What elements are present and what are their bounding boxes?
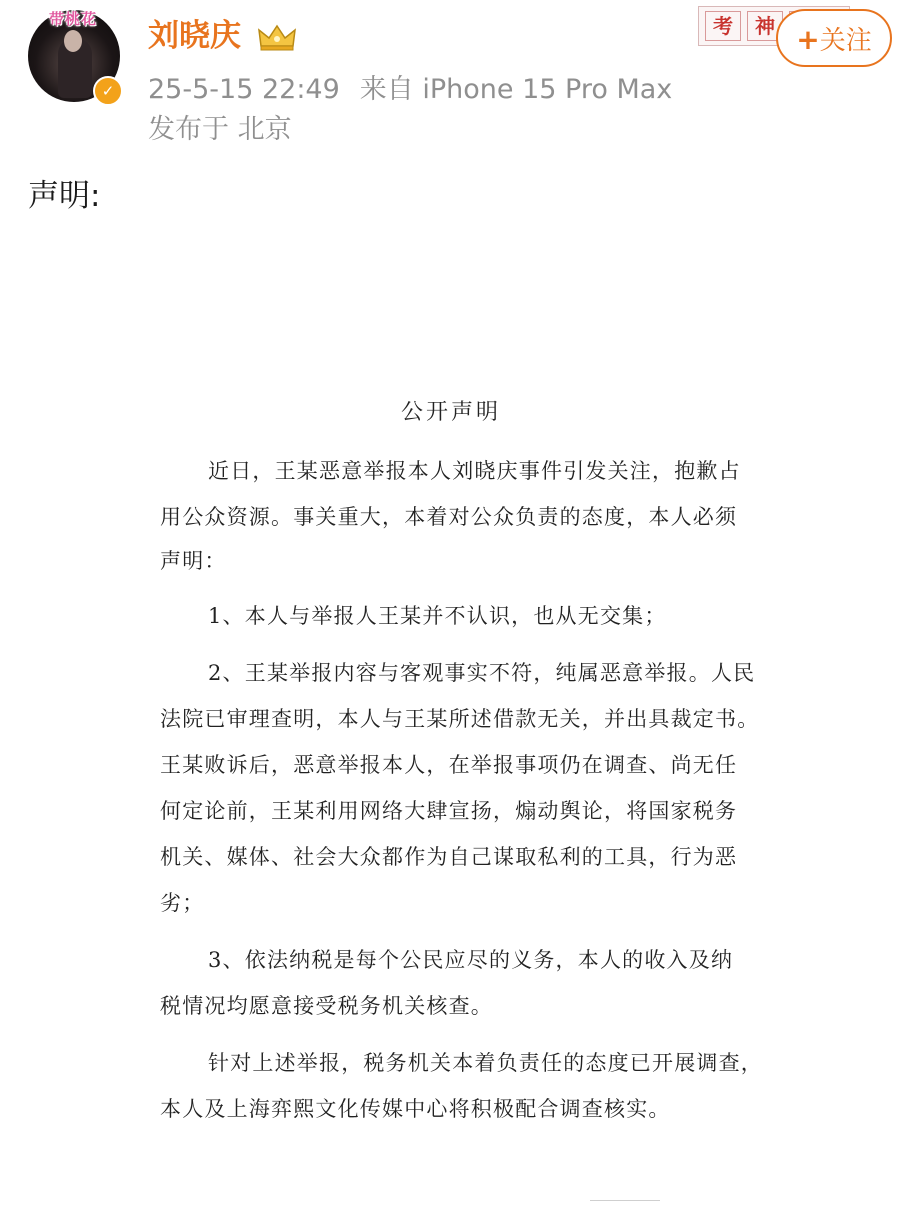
post-timestamp: 25-5-15 22:49: [148, 74, 340, 105]
statement-line: 劣；: [160, 891, 205, 915]
statement-line: 本人及上海弈熙文化传媒中心将积极配合调查核实。: [160, 1097, 671, 1121]
statement-line: 何定论前，王某利用网络大肆宣扬，煽动舆论，将国家税务: [160, 799, 738, 823]
statement-line: 税情况均愿意接受税务机关核查。: [160, 994, 493, 1018]
statement-line: 王某败诉后，恶意举报本人，在举报事项仍在调查、尚无任: [160, 753, 738, 777]
stamp-char-2: 神: [747, 11, 783, 41]
statement-line: 机关、媒体、社会大众都作为自己谋取私利的工具，行为恶: [160, 845, 738, 869]
stamp-char-1: 考: [705, 11, 741, 41]
post-source: 来自 iPhone 15 Pro Max: [359, 74, 673, 105]
post-text: 声明:: [28, 178, 101, 214]
statement-line: 2、王某举报内容与客观事实不符，纯属恶意举报。人民: [208, 661, 756, 685]
follow-label: 关注: [819, 26, 872, 56]
verified-badge-icon: ✓: [93, 76, 123, 106]
post-meta: [148, 70, 672, 110]
statement-line: 3、依法纳税是每个公民应尽的义务，本人的收入及纳: [208, 948, 734, 972]
statement-image[interactable]: [0, 238, 902, 1208]
statement-line: 近日，王某恶意举报本人刘晓庆事件引发关注，抱歉占: [208, 459, 741, 483]
post-header: [0, 0, 902, 160]
post-location: 发布于 北京: [148, 114, 292, 145]
document-edge-mark: [590, 1200, 660, 1207]
statement-title: 公开声明: [400, 400, 501, 425]
username[interactable]: 刘晓庆: [148, 18, 241, 54]
follow-button[interactable]: [776, 9, 892, 67]
statement-line: 针对上述举报，税务机关本着负责任的态度已开展调查，: [208, 1051, 763, 1075]
crown-icon: [257, 24, 297, 52]
statement-line: 用公众资源。事关重大，本着对公众负责的态度，本人必须: [160, 505, 738, 529]
statement-line: 1、本人与举报人王某并不认识，也从无交集；: [208, 604, 667, 628]
avatar-banner: 带桃花: [48, 10, 97, 28]
plus-icon: +: [796, 23, 820, 56]
statement-line: 法院已审理查明，本人与王某所述借款无关，并出具裁定书。: [160, 707, 760, 731]
statement-line: 声明：: [160, 549, 227, 573]
